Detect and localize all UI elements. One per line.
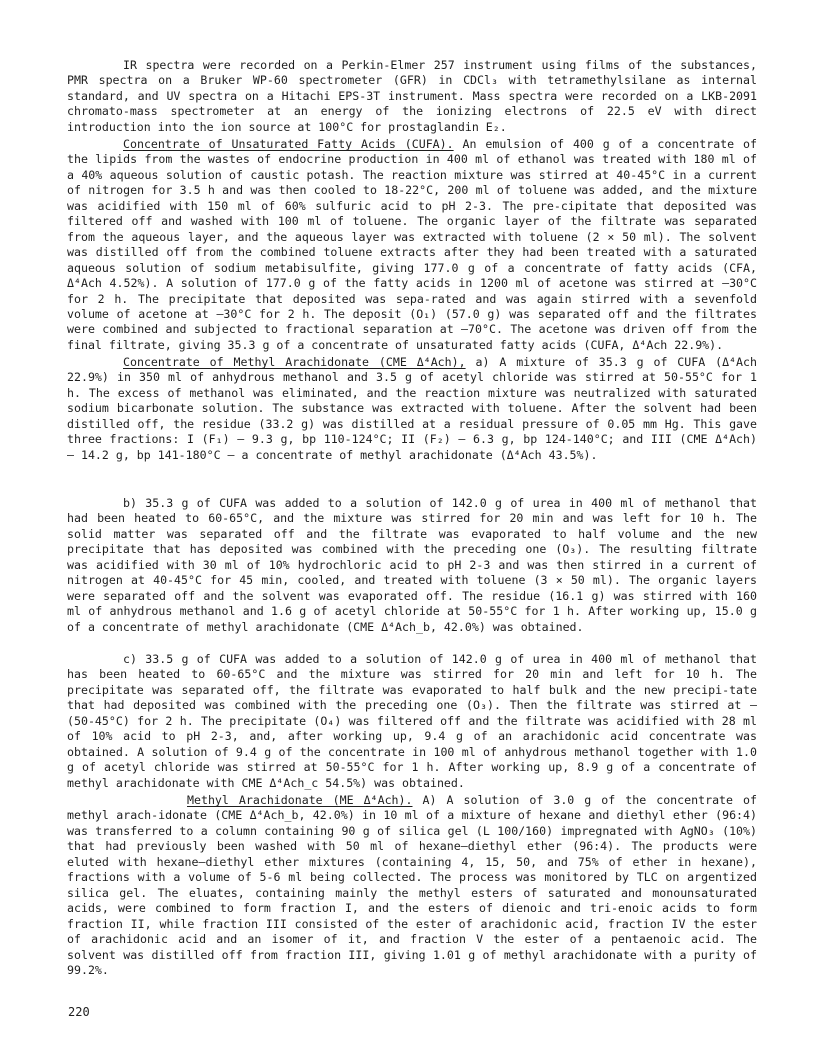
paragraph-cme-b: b) 35.3 g of CUFA was added to a solution of 142.0 g of urea in 400 ml of methanol that had been heated to 60-65°C, and the mixture was stirred for 20 min and was left for 10 h. The solid matter was separated off and the filtrate was evaporated to half volume and the new precipitate that has deposited was combined with the preceding one (O₃). The resulting filtrate was acidified with 30 ml of 10% hydrochloric acid to pH 2-3 and was then stirred in a current of nitrogen at 40-45°C for 45 min, cooled, and treated with toluene (3 × 50 ml). The organic layers were separated off and the solvent was evaporated off. The residue (16.1 g) was stirred with 160 ml of anhydrous methanol and 1.6 g of acetyl chloride at 50-55°C for 1 h. After working up, 15.0 g of a concentrate of methyl arachidonate (CME Δ⁴Ach_b, 42.0%) was obtained. xyxy=(67,496,757,634)
paragraph-me xyxy=(67,793,757,978)
paragraph-cufa-body: An emulsion of 400 g of a concentrate of the lipids from the wastes of endocrine production in 400 ml of ethanol was treated with 180 ml of a 40% aqueous solution of caustic potash. The reaction mixture was stirred at 40-45°C in a current of nitrogen for 3.5 h and was then cooled to 18-22°C, 200 ml of toluene was added, and the mixture was acidified with 150 ml of 60% sulfuric acid to pH 2-3. The pre-cipitate that deposited was filtered off and washed with 100 ml of toluene. The organic layer of the filtrate was separated from the aqueous layer, and the aqueous layer was extracted with toluene (2 × 50 ml). The solvent was distilled off from the combined toluene extracts after they had been treated with a saturated aqueous solution of sodium metabisulfite, giving 177.0 g of a concentrate of fatty acids (CFA, Δ⁴Ach 4.52%). A solution of 177.0 g of the fatty acids in 1200 ml of acetone was stirred at —30°C for 2 h. The precipitate that deposited was sepa-rated and was again stirred with a sevenfold volume of acetone at —30°C for 2 h. The deposit (O₁) (57.0 g) was separated off and the filtrates were combined and subjected to fractional separation at —70°C. The acetone was driven off from the final filtrate, giving 35.3 g of a concentrate of unsaturated fatty acids (CUFA, Δ⁴Ach 22.9%). xyxy=(67,137,757,352)
paragraph-cme-a-body: a) A mixture of 35.3 g of CUFA (Δ⁴Ach 22.9%) in 350 ml of anhydrous methanol and 3.5 g of acetyl chloride was stirred at 50-55°C for 1 h. The excess of methanol was eliminated, and the reaction mixture was neutralized with saturated sodium bicarbonate solution. The substance was extracted with toluene. After the solvent had been distilled off, the residue (33.2 g) was distilled at a residual pressure of 0.05 mm Hg. This gave three fractions: I (F₁) — 9.3 g, bp 110-124°C; II (F₂) — 6.3 g, bp 124-140°C; and III (CME Δ⁴Ach) — 14.2 g, bp 141-180°C — a concentrate of methyl arachidonate (Δ⁴Ach 43.5%). xyxy=(67,355,757,462)
paragraph-cme-c: c) 33.5 g of CUFA was added to a solution of 142.0 g of urea in 400 ml of methanol that has been heated to 60-65°C and the mixture was stirred for 20 min and left for 10 h. The precipitate was separated off, the filtrate was evaporated to half bulk and the new precipi-tate that had deposited was combined with the preceding one (O₃). Then the filtrate was stirred at —(50-45°C) for 2 h. The precipitate (O₄) was filtered off and the filtrate was acidified with 28 ml of 10% acid to pH 2-3, and, after working up, 9.4 g of an arachidonic acid concentrate was obtained. A solution of 9.4 g of the concentrate in 100 ml of anhydrous methanol together with 1.0 g of acetyl chloride was stirred at 50-55°C for 1 h. After working up, 8.9 g of a concentrate of methyl arachidonate with CME Δ⁴Ach_c 54.5%) was obtained. xyxy=(67,652,757,790)
page-number: 220 xyxy=(68,1005,90,1019)
heading-cufa: Concentrate of Unsaturated Fatty Acids (CUFA). xyxy=(123,137,454,151)
heading-me: Methyl Arachidonate (ME Δ⁴Ach). xyxy=(187,793,413,807)
heading-cme: Concentrate of Methyl Arachidonate (CME Δ⁴Ach), xyxy=(123,355,466,369)
paragraph-cme-a xyxy=(67,355,757,463)
paragraph-me-body: A) A solution of 3.0 g of the concentrate of methyl arach-idonate (CME Δ⁴Ach_b, 42.0%) in 10 ml of a mixture of hexane and diethyl ether (96:4) was transferred to a column containing 90 g of silica gel (L 100/160) impregnated with AgNO₃ (10%) that had previously been washed with 50 ml of hexane—diethyl ether (96:4). The products were eluted with hexane—diethyl ether mixtures (containing 4, 15, 50, and 75% of ether in hexane), fractions with a volume of 5-6 ml being collected. The process was monitored by TLC on argentized silica gel. The eluates, containing mainly the methyl esters of saturated and monounsaturated acids, were combined to form fraction I, and the esters of dienoic and tri-enoic acids to form fraction II, while fraction III consisted of the ester of arachidonic acid, fraction IV the ester of arachidonic acid and an isomer of it, and fraction V the ester of a pentaenoic acid. The solvent was distilled off from fraction III, giving 1.01 g of methyl arachidonate with a purity of 99.2%. xyxy=(67,793,757,977)
paragraph-cufa xyxy=(67,137,757,353)
paragraph-instruments: IR spectra were recorded on a Perkin-Elmer 257 instrument using films of the substances, PMR spectra on a Bruker WP-60 spectrometer (GFR) in CDCl₃ with tetramethylsilane as internal standard, and UV spectra on a Hitachi EPS-3T instrument. Mass spectra were recorded on a LKB-2091 chromato-mass spectrometer at an energy of the ionizing electrons of 22.5 eV with direct introduction into the ion source at 100°C for prostaglandin E₂. xyxy=(67,58,757,134)
